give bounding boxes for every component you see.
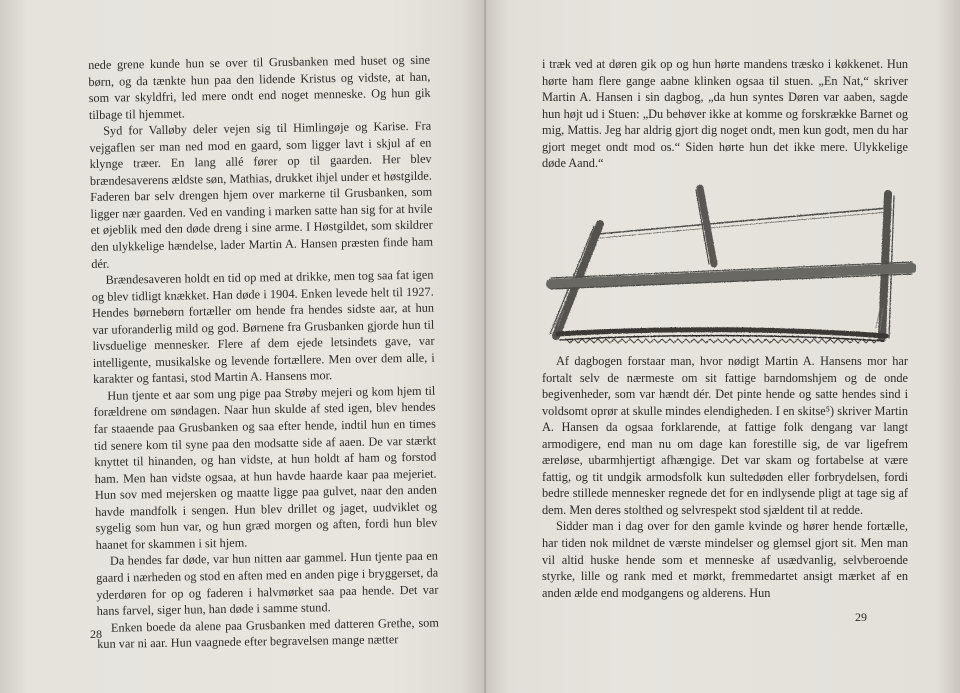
bow-saw-sketch-icon xyxy=(536,178,916,348)
left-paragraph-2: Syd for Valløby deler vejen sig til Himlingøje og Karise. Fra vejgaflen ser man ned mod en gaard, som ligger lavt i skjul af en klynge træer. En lang allé fører op til gaarden. Her blev brændesaverens ældste søn, Mathias, drukket ihjel under et høstgilde. Faderen bar selv drengen hjem over markerne til Grusbanken, som ligger nær gaarden. Ved en vanding i marken satte han sig for at hvile et øjeblik med den døde dreng i sine arme. I Høstgildet, som skildrer den ulykkelige hændelse, lader Martin A. Hansen præsten finde ham dér. xyxy=(89,118,434,271)
right-paragraph-3: Sidder man i dag over for den gamle kvinde og hører hende fortælle, har tiden nok mildnet de værste mindelser og glemsel gjort sit. Men man vil altid huske hende som et menneske af usædvanlig, selvberoende styrke, lille og rank med et mørkt, fremmedartet ansigt mærket af en anden ælde end modgangens og alderens. Hun xyxy=(542,519,908,600)
left-paragraph-6: Enken boede da alene paa Grusbanken med datteren Grethe, som kun var ni aar. Hun vaagnede efter begravelsen mange nætter xyxy=(97,615,440,652)
left-paragraph-3: Brændesaveren holdt en tid op med at drikke, men tog saa fat igen og blev tidligt knækket. Han døde i 1904. Enken levede helt til 1927. Hendes børnebørn fortæller om hende fra hendes sidste aar, at hun var uforanderlig mild og god. Børnene fra Grusbanken gjorde hun til livsduelige mennesker. Flere af dem ejede letsindets gave, var intelligente, musikalske og levende fortællere. Men over dem alle, i karakter og fantasi, stod Martin A. Hansens mor. xyxy=(91,267,435,387)
right-page-number: 29 xyxy=(855,610,867,624)
left-paragraph-1: nede grene kunde hun se over til Grusbanken med huset og sine børn, og da tænkte hun paa den lidende Kristus og vidste, at han, som var skyldfri, led mere ondt end noget menneske. Og hun gik tilbage til hjemmet. xyxy=(88,52,431,122)
right-paragraph-2: Af dagbogen forstaar man, hvor nødigt Martin A. Hansens mor har fortalt selv de nærmeste om sit fattige barndomshjem og de onde begivenheder, som var hændt dér. Det pinte hende og satte hendes sind i voldsomt oprør at skulle mindes elendigheden. I en skitse⁵) skriver Martin A. Hansen da ogsaa forklarende, at fattige folk dengang var langt armodigere, end man nu om dage kan forestille sig, de var ligefrem æreløse, ubarmhjertigt afhængige. Det var skam og fortabelse at være fattig, og tit undgik armodsfolk kun sultedøden eller forbrydelsen, fordi bedre stillede mennesker regnede det for en indlysende pligt at tage sig af dem. Men deres stolthed og selvrespekt stod sjældent til at redde. xyxy=(542,354,908,517)
right-page-bottom-text xyxy=(542,353,908,601)
right-paragraph-1: i træk ved at døren gik op og hun hørte mandens træsko i køkkenet. Hun hørte ham flere gange aabne klinken ogsaa til stuen. „En Nat,“ skriver Martin A. Hansen i sin dagbog, „da hun syntes Døren var aaben, sagde hun højt ud i Stuen: „Du behøver ikke at komme og forskrække Barnet og mig, Mattis. Jeg har aldrig gjort dig noget ondt, men kun godt, men du har gjort meget ondt mod os.“ Siden hørte hun det ikke mere. Ulykkelige døde Aand.“ xyxy=(542,57,908,171)
left-paragraph-4: Hun tjente et aar som ung pige paa Strøby mejeri og kom hjem til forældrene om søndagen. Naar hun skulde af sted igen, blev hendes far staaende paa Grusbanken og saa efter hende, indtil hun en times tid senere kom til syne paa den modsatte side af aaen. De var stærkt knyttet til hinanden, og han vidste, at hun holdt af ham og forstod ham. Men han vidste ogsaa, at hun havde haarde kaar paa mejeriet. Hun sov med mejersken og maatte ligge paa gulvet, naar den anden havde mandfolk i sengen. Hun blev drillet og jaget, uudviklet og sygelig som hun var, og hun græd morgen og aften, fordi hun blev haanet for skammen i sit hjem. xyxy=(93,383,438,552)
left-page-body xyxy=(88,52,439,653)
right-page xyxy=(486,0,960,693)
right-page-top-text xyxy=(542,56,908,172)
left-page-number: 28 xyxy=(90,627,102,641)
left-paragraph-5: Da hendes far døde, var hun nitten aar gammel. Hun tjente paa en gaard i nærheden og stod en aften med en anden pige i bryggerset, da yderdøren for op og faderen i halvmørket saa paa hende. Det var hans farvel, siger hun, han døde i samme stund. xyxy=(96,548,439,618)
